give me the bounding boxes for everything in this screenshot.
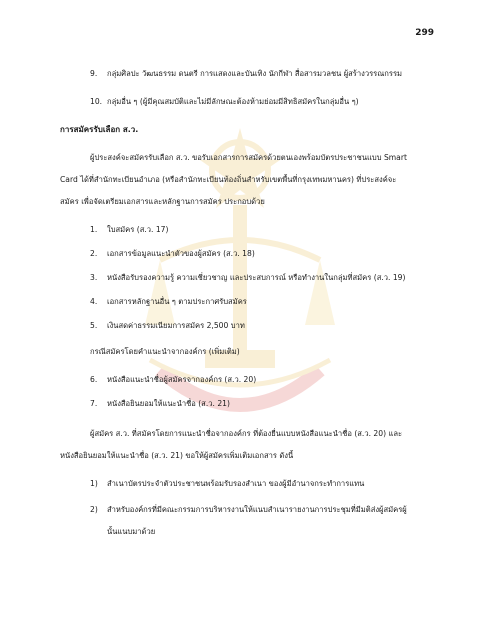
paragraph-line: Card ได้ที่สำนักทะเบียนอำเภอ (หรือสำนักทะเบียนท้องถิ่นสำหรับเขตพื้นที่กรุงเทพมหานคร) ที่ประสงค์จะ [60,175,397,184]
item-text: สำหรับองค์กรที่มีคณะกรรมการบริหารงานให้แนบสำเนารายงานการประชุมที่มีมติส่งผู้สมัครผู้ [107,505,407,514]
watermark-emblem [120,110,360,470]
list-item [90,96,359,107]
paragraph-line: ผู้ประสงค์จะสมัครรับเลือก ส.ว. ขอรับเอกสารการสมัครด้วยตนเองพร้อมบัตรประชาชนแบบ Smart [90,153,407,162]
list-item [90,224,168,235]
list-item [90,248,255,259]
list-item [90,320,245,331]
item-number: 6. [90,375,98,384]
section-heading: การสมัครรับเลือก ส.ว. [60,125,139,134]
list-item [90,398,230,409]
item-number: 1) [90,479,98,488]
item-text: หนังสือแนะนำชื่อผู้สมัครจากองค์กร (ส.ว. 20) [107,375,257,384]
item-number: 9. [90,69,98,78]
list-item [90,68,402,79]
item-number: 1. [90,225,98,234]
item-number: 3. [90,273,98,282]
item-text: เอกสารข้อมูลแนะนำตัวของผู้สมัคร (ส.ว. 18) [107,249,255,258]
item-text: หนังสือยินยอมให้แนะนำชื่อ (ส.ว. 21) [107,399,230,408]
page-number: 299 [415,28,434,38]
item-number: 2) [90,505,98,514]
item-text: เอกสารหลักฐานอื่น ๆ ตามประกาศรับสมัคร [107,297,247,306]
item-number: 7. [90,399,98,408]
item-text: กลุ่มศิลปะ วัฒนธรรม ดนตรี การแสดงและบันเทิง นักกีฬา สื่อสารมวลชน ผู้สร้างวรรณกรรม [107,69,403,78]
paragraph-line: หนังสือยินยอมให้แนะนำชื่อ (ส.ว. 21) ขอให้ผู้สมัครเพิ่มเติมเอกสาร ดังนี้ [60,451,294,460]
item-text: เงินสดค่าธรรมเนียมการสมัคร 2,500 บาท [107,321,245,330]
item-number: 5. [90,321,98,330]
list-item [90,272,405,283]
item-text: ใบสมัคร (ส.ว. 17) [107,225,169,234]
list-item [90,478,364,489]
list-item [90,504,407,515]
list-item [90,374,256,385]
item-number: 2. [90,249,98,258]
item-text: หนังสือรับรองความรู้ ความเชี่ยวชาญ และประสบการณ์ หรือทำงานในกลุ่มที่สมัคร (ส.ว. 19) [107,273,406,282]
item-number: 10. [90,97,103,106]
item-text-continuation: นั้นแนบมาด้วย [107,527,156,536]
subsection-heading: กรณีสมัครโดยคำแนะนำจากองค์กร (เพิ่มเติม) [90,347,240,356]
item-text: กลุ่มอื่น ๆ (ผู้มีคุณสมบัติและไม่มีลักษณะต้องห้ามย่อมมีสิทธิสมัครในกลุ่มอื่น ๆ) [107,97,359,106]
item-text: สำเนาบัตรประจำตัวประชาชนพร้อมรับรองสำเนา ของผู้มีอำนาจกระทำการแทน [107,479,365,488]
item-number: 4. [90,297,98,306]
paragraph-line: สมัคร เพื่อจัดเตรียมเอกสารและหลักฐานการสมัคร ประกอบด้วย [60,197,265,206]
paragraph-line: ผู้สมัคร ส.ว. ที่สมัครโดยการแนะนำชื่อจากองค์กร ที่ต้องยื่นแบบหนังสือแนะนำชื่อ (ส.ว. 20) และ [90,429,403,438]
list-item [90,296,247,307]
